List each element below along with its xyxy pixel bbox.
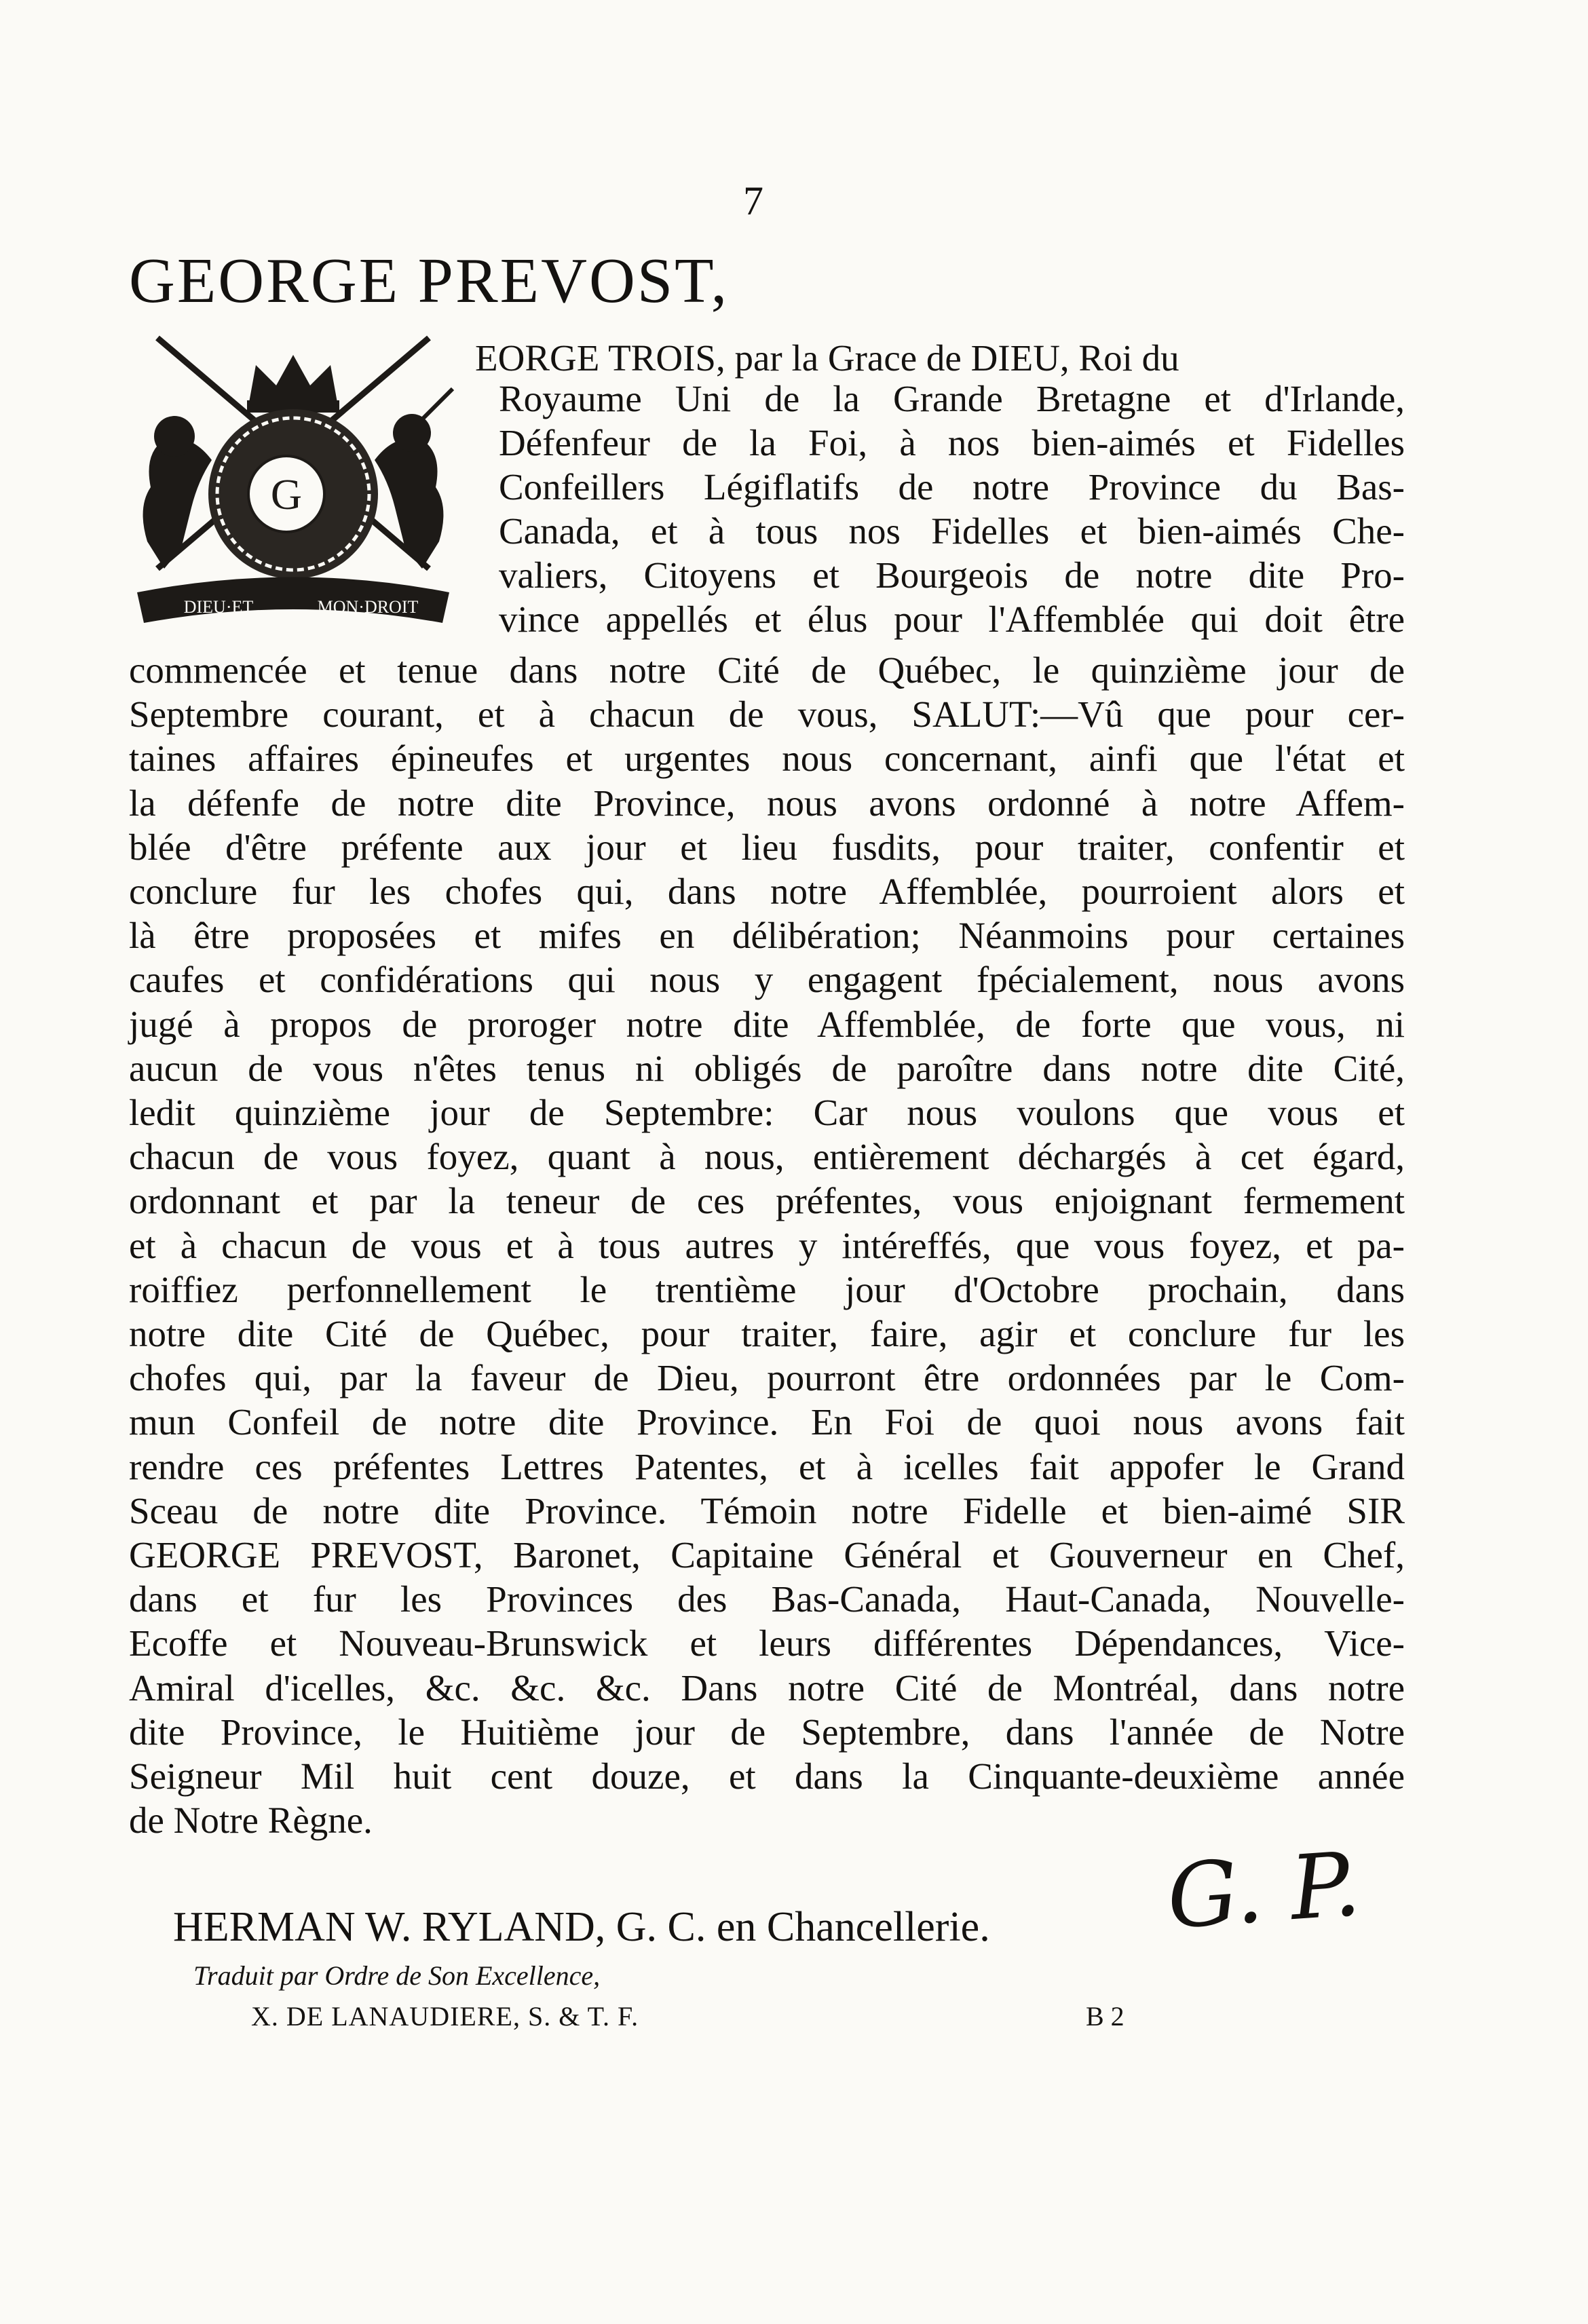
text-line: taines affaires épineufes et urgentes nous concernant, ainfi que l'état et [129,738,1405,780]
text-line: blée d'être préfente aux jour et lieu fusdits, pour traiter, confentir et [129,826,1405,868]
text-line: ledit quinzième jour de Septembre: Car nous voulons que vous et [129,1092,1405,1133]
text-line: et à chacun de vous et à tous autres y intéreffés, que vous foyez, et pa- [129,1224,1405,1266]
printer-signature-mark: B 2 [1086,2001,1124,2032]
text-line: Ecoffe et Nouveau-Brunswick et leurs différentes Dépendances, Vice- [129,1622,1405,1664]
text-line: là être proposées et mifes en délibération; Néanmoins pour certaines [129,915,1405,957]
text-line: dans et fur les Provinces des Bas-Canada, Haut-Canada, Nouvelle- [129,1578,1405,1620]
royal-coat-of-arms [117,324,470,650]
text-line: Défenfeur de la Foi, à nos bien-aimés et Fidelles [499,422,1405,463]
clerk-line: HERMAN W. RYLAND, G. C. en Chancellerie. [173,1904,990,1950]
text-line: Seigneur Mil huit cent douze, et dans la Cinquante-deuxième année [129,1755,1405,1797]
signature-initials: G. P. [1164,1832,1364,1949]
text-line: vince appellés et élus pour l'Affemblée qui doit être [499,598,1405,640]
text-line: notre dite Cité de Québec, pour traiter, faire, agir et conclure fur les [129,1313,1405,1354]
text-line: dite Province, le Huitième jour de Septembre, dans l'année de Notre [129,1711,1405,1753]
text-line: jugé à propos de proroger notre dite Affemblée, de forte que vous, ni [129,1003,1405,1045]
motto-left: DIEU·ET [183,597,254,617]
text-line: Septembre courant, et à chacun de vous, SALUT:—Vû que pour cer- [129,693,1405,736]
text-line: commencée et tenue dans notre Cité de Québec, le quinzième jour de [129,649,1405,691]
proclaimer-heading: GEORGE PREVOST, [129,246,730,316]
text-line: Amiral d'icelles, &c. &c. &c. Dans notre Cité de Montréal, dans notre [129,1666,1405,1709]
motto-right: MON·DROIT [317,597,419,617]
arms-initial: G [270,470,303,518]
text-line: caufes et confidérations qui nous y engagent fpécialement, nous avons [129,959,1405,1001]
translation-note: Traduit par Ordre de Son Excellence, [193,1960,601,1991]
text-line: Canada, et à tous nos Fidelles et bien-aimés Che- [499,510,1405,552]
text-line: chacun de vous foyez, quant à nous, entièrement déchargés à cet égard, [129,1136,1405,1178]
text-line: valiers, Citoyens et Bourgeois de notre dite Pro- [499,554,1405,596]
text-line: la défenfe de notre dite Province, nous avons ordonné à notre Affem- [129,782,1405,824]
text-line: aucun de vous n'êtes tenus ni obligés de paroître dans notre dite Cité, [129,1047,1405,1089]
page-number: 7 [743,178,763,223]
text-line: rendre ces préfentes Lettres Patentes, et à icelles fait appofer le Grand [129,1445,1405,1487]
text-line: Royaume Uni de la Grande Bretagne et d'Irlande, [499,378,1405,419]
text-line: ordonnant et par la teneur de ces préfentes, vous enjoignant fermement [129,1180,1405,1222]
proclamation-first-line: EORGE TROIS, par la Grace de DIEU, Roi du [475,337,1179,379]
text-line: chofes qui, par la faveur de Dieu, pourront être ordonnées par le Com- [129,1357,1405,1399]
translator-name: X. DE LANAUDIERE, S. & T. F. [251,2001,639,2032]
text-line: Sceau de notre dite Province. Témoin notre Fidelle et bien-aimé SIR [129,1489,1405,1531]
text-line: GEORGE PREVOST, Baronet, Capitaine Général et Gouverneur en Chef, [129,1534,1405,1576]
text-line: conclure fur les chofes qui, dans notre Affemblée, pourroient alors et [129,871,1405,912]
text-line: Confeillers Légiflatifs de notre Province du Bas- [499,466,1405,508]
text-line: roiffiez perfonnellement le trentième jour d'Octobre prochain, dans [129,1268,1405,1310]
text-line: mun Confeil de notre dite Province. En Foi de quoi nous avons fait [129,1401,1405,1443]
text-line: de Notre Règne. [129,1799,373,1842]
